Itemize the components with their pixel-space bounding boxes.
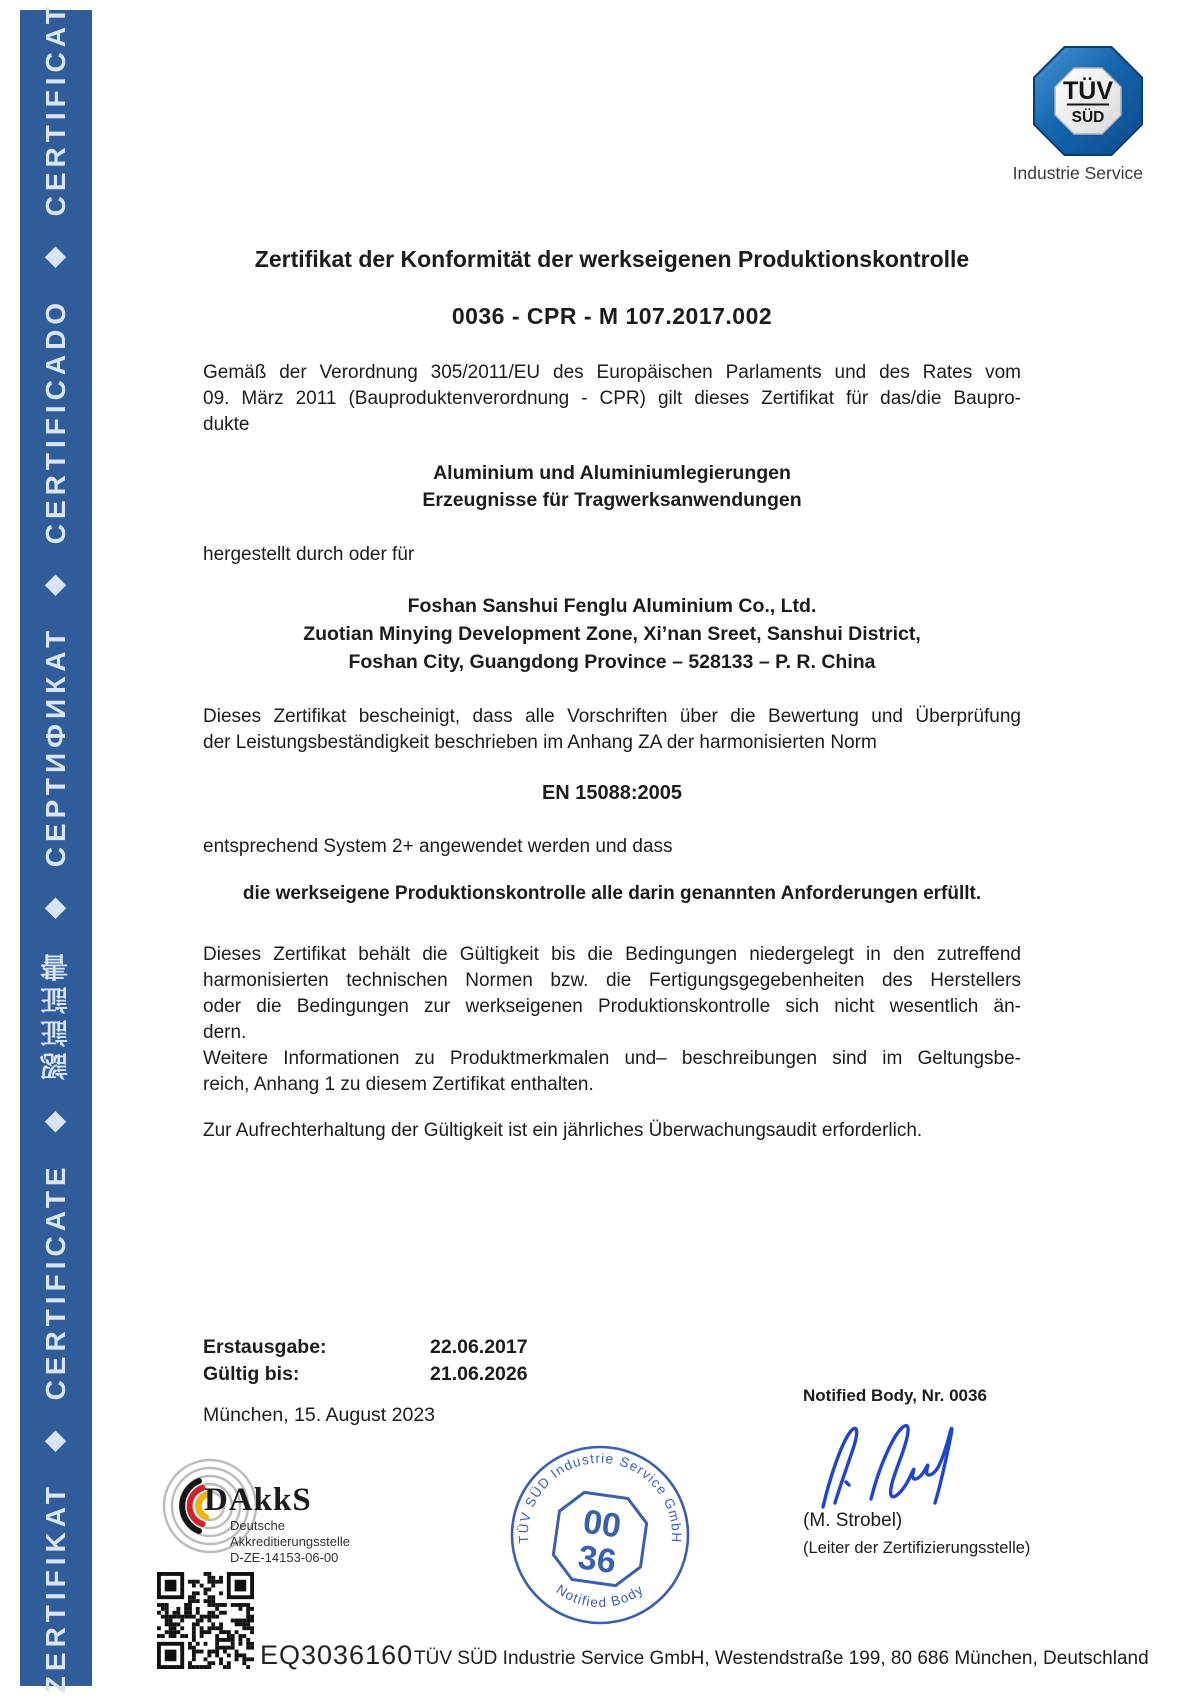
manufactured-by-label: hergestellt durch oder für (203, 544, 415, 565)
further-info-line: Weitere Informationen zu Produktmerkmalen und– beschreibungen sind im Geltungsbe- (203, 1048, 1021, 1069)
svg-text:TÜV SÜD Industrie Service GmbH: TÜV SÜD Industrie Service GmbH (515, 1450, 685, 1544)
validity-line: Dieses Zertifikat behält die Gültigkeit bis die Bedingungen niedergelegt in den zutreffend (203, 944, 1021, 965)
first-issue-row (203, 1334, 1021, 1361)
validity-paragraph (203, 942, 1021, 1098)
footer-company-line: TÜV SÜD Industrie Service GmbH, Westendstraße 199, 80 686 München, Deutschland (414, 1648, 1149, 1669)
validity-line: harmonisierten technischen Normen bzw. die Fertigungsgegebenheiten des Herstellers (203, 970, 1021, 991)
product-description (203, 460, 1021, 514)
company-address: Foshan City, Guangdong Province – 528133 – P. R. China (348, 651, 876, 673)
dakks-line: Akkreditierungsstelle (230, 1534, 350, 1549)
dakks-subtitle (230, 1518, 350, 1566)
dakks-wordmark: DAkkS (204, 1482, 312, 1518)
surveillance-note: Zur Aufrechterhaltung der Gültigkeit ist ein jährliches Überwachungsaudit erforderlich. (203, 1120, 923, 1141)
valid-until-row (203, 1361, 1021, 1388)
document-id: EQ3036160 (260, 1640, 414, 1670)
company-name: Foshan Sanshui Fenglu Aluminium Co., Ltd. (407, 595, 817, 617)
valid-until-label: Gültig bis: (203, 1363, 300, 1385)
notified-body-label: Notified Body, Nr. 0036 (803, 1386, 987, 1405)
system-line: entsprechend System 2+ angewendet werden und dass (203, 836, 673, 857)
certificate-number: 0036 - CPR - M 107.2017.002 (451, 303, 773, 329)
svg-text:Notified Body: Notified Body (553, 1581, 647, 1611)
issue-dates (203, 1334, 1021, 1388)
signature-handwriting (805, 1415, 975, 1520)
intro-paragraph (203, 360, 1021, 438)
attestation-paragraph (203, 704, 1021, 756)
first-issue-label: Erstausgabe: (203, 1336, 327, 1358)
page-title: Zertifikat der Konformität der werkseigenen Produktionskontrolle (254, 246, 970, 272)
signer-role: (Leiter der Zertifizierungsstelle) (803, 1539, 1031, 1557)
product-line: Aluminium und Aluminiumlegierungen (433, 462, 791, 484)
tuv-sud-logo (1031, 44, 1145, 163)
intro-line: 09. März 2011 (Bauproduktenverordnung - CPR) gilt dieses Zertifikat für das/die Baupro- (203, 388, 1021, 409)
svg-text:36: 36 (575, 1538, 619, 1582)
qr-code-icon (157, 1572, 254, 1669)
intro-line: Gemäß der Verordnung 305/2011/EU des Europäischen Parlaments und des Rates vom (203, 362, 1021, 383)
notified-body-stamp (505, 1440, 695, 1635)
logo-subtitle: Industrie Service (1012, 163, 1143, 183)
attestation-line: Dieses Zertifikat bescheinigt, dass alle Vorschriften über die Bewertung und Überprüfung (203, 706, 1021, 727)
tuv-sud-octagon-icon (1031, 44, 1145, 158)
svg-text:TÜV: TÜV (1063, 77, 1113, 105)
standard-reference: EN 15088:2005 (541, 782, 683, 804)
valid-until-date: 21.06.2026 (430, 1363, 528, 1385)
first-issue-date: 22.06.2017 (430, 1336, 528, 1358)
attestation-line: der Leistungsbeständigkeit beschrieben im Anhang ZA der harmonisierten Norm (203, 732, 877, 753)
compliance-statement: die werkseigene Produktionskontrolle alle darin genannten Anforderungen erfüllt. (242, 883, 982, 904)
place-and-date: München, 15. August 2023 (203, 1404, 436, 1426)
intro-line: dukte (203, 414, 250, 435)
further-info-line: reich, Anhang 1 zu diesem Zertifikat enthalten. (203, 1074, 594, 1095)
svg-text:00: 00 (580, 1502, 624, 1546)
svg-text:SÜD: SÜD (1071, 109, 1105, 126)
certificate-side-band (20, 2, 92, 1694)
validity-line: dern. (203, 1022, 247, 1043)
stamp-seal-icon (505, 1440, 695, 1630)
product-line: Erzeugnisse für Tragwerksanwendungen (422, 489, 802, 511)
manufacturer-block (203, 592, 1021, 676)
company-address: Zuotian Minying Development Zone, Xi’nan Sreet, Sanshui District, (303, 623, 921, 645)
dakks-logo (148, 1458, 378, 1568)
side-band-multilingual-text: ZERTIFIKAT ◆ CERTIFICATE ◆ 認証証書 ◆ СЕРТИФИКАТ ◆ CERTIFICADO ◆ CERTIFICAT (40, 2, 71, 1694)
dakks-line: Deutsche (230, 1518, 285, 1533)
dakks-line: D-ZE-14153-06-00 (230, 1550, 339, 1565)
signer-name: (M. Strobel) (803, 1510, 903, 1531)
signature-icon (805, 1415, 975, 1515)
validity-line: oder die Bedingungen zur werkseigenen Produktionskontrolle sich nicht wesentlich än- (203, 996, 1021, 1017)
qr-code (157, 1572, 254, 1674)
